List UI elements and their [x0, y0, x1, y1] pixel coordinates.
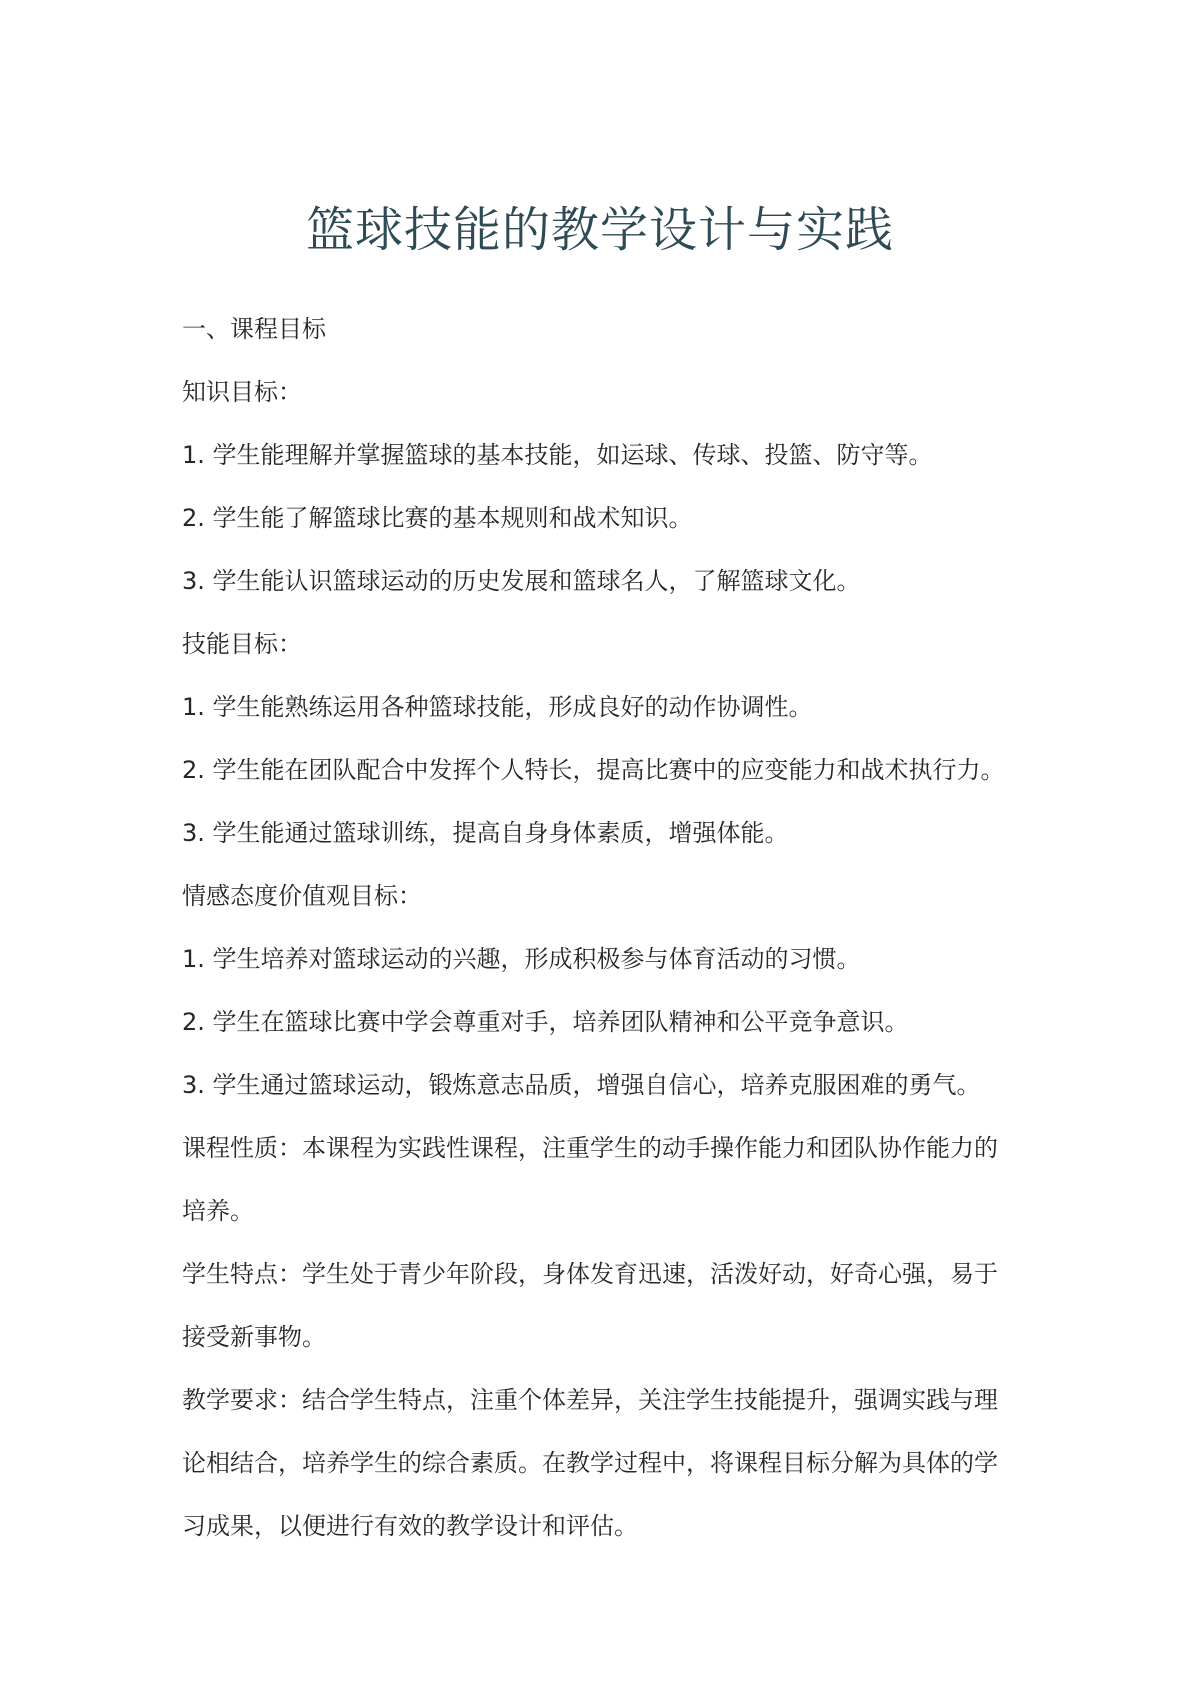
emotion-item-3: 3. 学生通过篮球运动，锻炼意志品质，增强自信心，培养克服困难的勇气。 — [182, 1071, 981, 1099]
emotion-item-1: 1. 学生培养对篮球运动的兴趣，形成积极参与体育活动的习惯。 — [182, 945, 861, 973]
knowledge-item-2: 2. 学生能了解篮球比赛的基本规则和战术知识。 — [182, 504, 693, 532]
document-title: 篮球技能的教学设计与实践 — [305, 202, 894, 258]
skills-heading: 技能目标： — [182, 630, 302, 658]
knowledge-item-1: 1. 学生能理解并掌握篮球的基本技能，如运球、传球、投篮、防守等。 — [182, 441, 933, 469]
knowledge-item-3: 3. 学生能认识篮球运动的历史发展和篮球名人，了解篮球文化。 — [182, 567, 861, 595]
teaching-requirements-line-2: 论相结合，培养学生的综合素质。在教学过程中，将课程目标分解为具体的学 — [182, 1449, 998, 1477]
skills-item-3: 3. 学生能通过篮球训练，提高自身身体素质，增强体能。 — [182, 819, 789, 847]
knowledge-heading: 知识目标： — [182, 378, 302, 406]
skills-item-1: 1. 学生能熟练运用各种篮球技能，形成良好的动作协调性。 — [182, 693, 813, 721]
skills-item-2: 2. 学生能在团队配合中发挥个人特长，提高比赛中的应变能力和战术执行力。 — [182, 756, 1005, 784]
section-heading: 一、课程目标 — [182, 315, 326, 343]
student-traits-line-2: 接受新事物。 — [182, 1323, 326, 1351]
teaching-requirements-line-1: 教学要求：结合学生特点，注重个体差异，关注学生技能提升，强调实践与理 — [182, 1386, 998, 1414]
course-nature-line-2: 培养。 — [182, 1197, 254, 1225]
student-traits-line-1: 学生特点：学生处于青少年阶段，身体发育迅速，活泼好动，好奇心强，易于 — [182, 1260, 998, 1288]
emotion-heading: 情感态度价值观目标： — [182, 882, 422, 910]
emotion-item-2: 2. 学生在篮球比赛中学会尊重对手，培养团队精神和公平竞争意识。 — [182, 1008, 909, 1036]
course-nature-line-1: 课程性质：本课程为实践性课程，注重学生的动手操作能力和团队协作能力的 — [182, 1134, 998, 1162]
teaching-requirements-line-3: 习成果，以便进行有效的教学设计和评估。 — [182, 1512, 638, 1540]
